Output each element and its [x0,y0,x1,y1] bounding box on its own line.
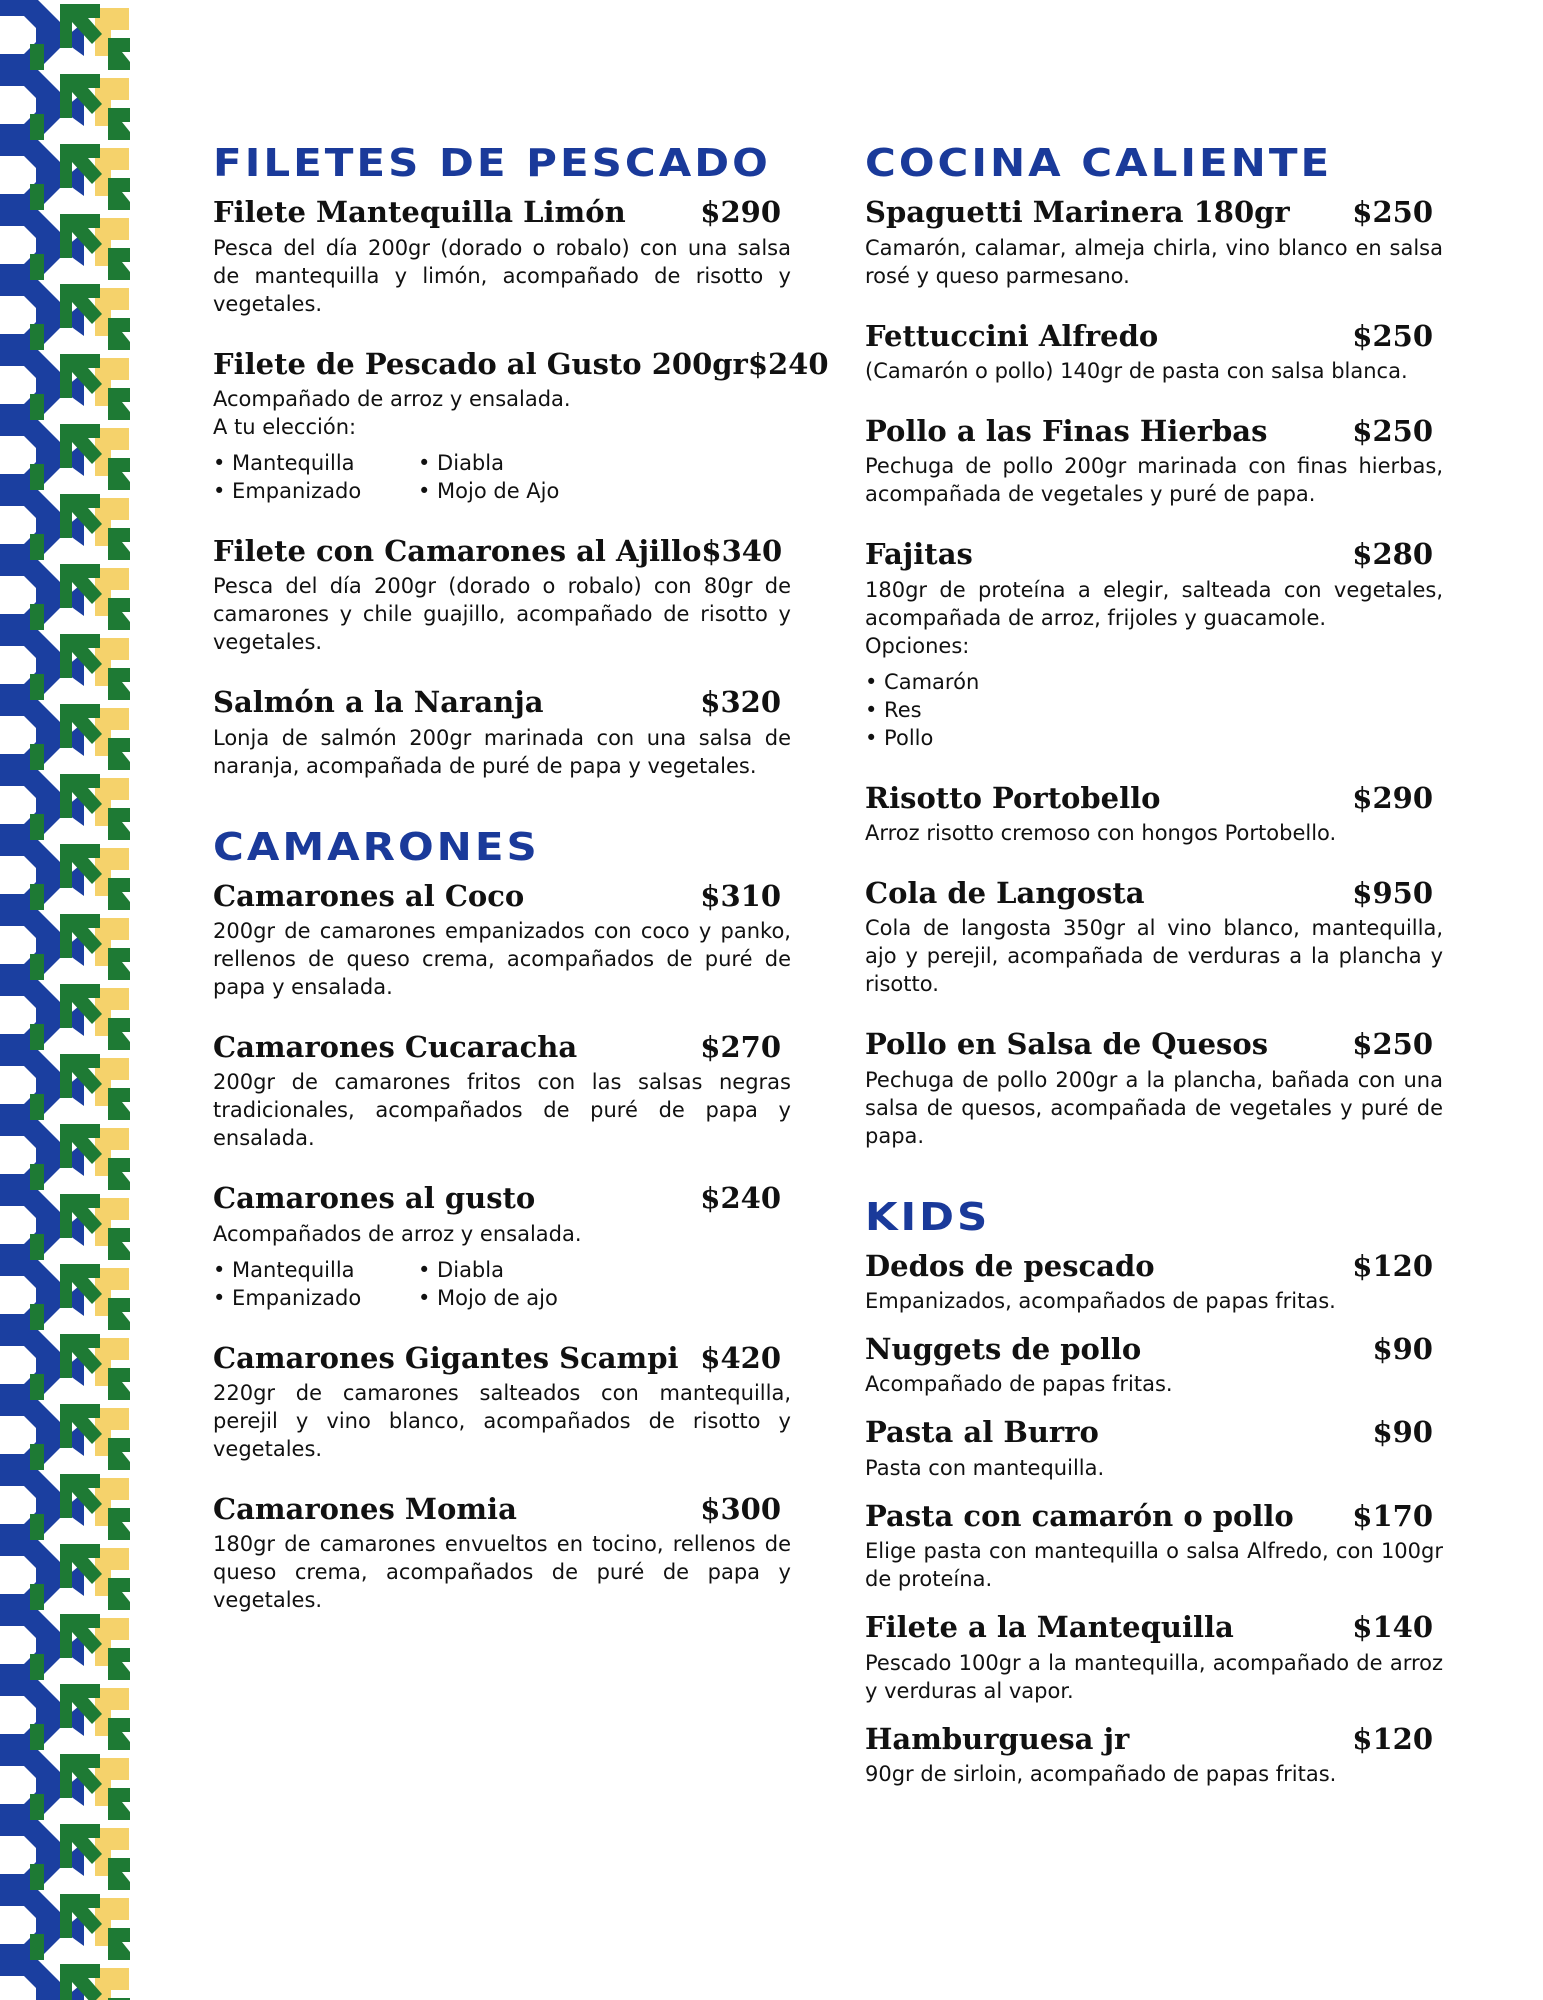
item-name: Fajitas [865,537,973,572]
menu-item [213,880,791,1001]
menu-item [865,320,1443,385]
tile-shape [30,254,44,280]
tile-shape [30,1514,44,1540]
section-title: FILETES DE PESCADO [213,140,771,186]
tile-shape [30,114,44,140]
item-note: Opciones: [865,633,970,658]
tile-shape [108,948,130,980]
item-price: $120 [1352,1248,1433,1283]
menu-item [865,538,1443,751]
item-description: 220gr de camarones salteados con mantequilla, perejil y vino blanco, acompañados de risotto y vegetales. [213,1381,791,1462]
tile-pattern-graphic [0,0,139,2000]
tile-shape [108,1438,130,1470]
tile-shape [30,1164,44,1190]
item-description: 200gr de camarones empanizados con coco y panko, rellenos de queso crema, acompañados de puré de papa y ensalada. [213,919,791,1000]
item-price: $310 [700,878,781,913]
item-description: Pesca del día 200gr (dorado o robalo) con una salsa de mantequilla y limón, acompañado de risotto y vegetales. [213,235,791,316]
tile-shape [30,464,44,490]
menu-item [865,1611,1443,1704]
tile-shape [108,1648,130,1680]
menu-item [865,1723,1443,1788]
item-description: 180gr de camarones envueltos en tocino, rellenos de queso crema, acompañados de puré de papa y vegetales. [213,1532,791,1613]
item-note: A tu elección: [213,414,357,439]
section-filetes-de-pescado [213,140,829,780]
item-name: Fettuccini Alfredo [865,318,1159,353]
options-list [213,449,791,505]
item-name: Risotto Portobello [865,780,1161,815]
tile-shape [108,1858,130,1890]
menu-item [865,1416,1443,1481]
item-price: $420 [700,1340,781,1375]
tile-shape [108,878,130,910]
item-price: $240 [700,1181,781,1216]
item-name: Camarones al Coco [213,878,525,913]
option: • Diabla [418,1257,504,1282]
option: • Camarón [865,669,980,694]
tile-shape [108,808,130,840]
item-price: $250 [1352,413,1433,448]
tile-shape [108,738,130,770]
item-name: Filete con Camarones al Ajillo [213,533,702,568]
tile-shape [108,458,130,490]
item-description: Acompañado de papas fritas. [865,1372,1173,1397]
options-list [213,1256,791,1312]
item-description: Camarón, calamar, almeja chirla, vino blanco en salsa rosé y queso parmesano. [865,235,1443,288]
item-description: Acompañado de arroz y ensalada. [213,386,571,411]
item-name: Camarones Cucaracha [213,1030,578,1065]
item-name: Filete Mantequilla Limón [213,195,626,230]
tile-shape [108,1578,130,1610]
item-price: $250 [1352,318,1433,353]
item-price: $90 [1372,1332,1433,1367]
tile-shape [30,1864,44,1890]
item-description: Pechuga de pollo 200gr a la plancha, bañada con una salsa de quesos, acompañada de vegetales y puré de papa. [865,1067,1443,1148]
tile-shape [30,1374,44,1400]
tile-shape [108,1508,130,1540]
item-name: Pollo a las Finas Hierbas [865,413,1268,448]
item-price: $950 [1352,875,1433,910]
tile-shape [30,954,44,980]
item-name: Pasta con camarón o pollo [865,1498,1294,1533]
menu-item [213,686,791,779]
section-camarones [213,824,791,1615]
item-price: $250 [1352,1027,1433,1062]
tile-shape [30,814,44,840]
item-price: $120 [1352,1721,1433,1756]
item-description: Cola de langosta 350gr al vino blanco, mantequilla, ajo y perejil, acompañada de verduras a la plancha y risotto. [865,916,1443,997]
option: • Mantequilla [213,1257,355,1282]
menu-item [865,415,1443,508]
menu-item [865,782,1443,847]
menu-item [213,1031,791,1152]
tile-shape [30,604,44,630]
tile-shape [108,598,130,630]
item-price: $300 [700,1492,781,1527]
tile-shape [30,184,44,210]
item-description: Lonja de salmón 200gr marinada con una salsa de naranja, acompañada de puré de papa y vegetales. [213,725,791,778]
tile-shape [108,318,130,350]
item-name: Salmón a la Naranja [213,685,544,720]
section-title: KIDS [865,1193,991,1239]
section-title: CAMARONES [213,823,540,869]
item-name: Dedos de pescado [865,1248,1155,1283]
item-price: $140 [1352,1610,1433,1645]
item-name: Camarones Momia [213,1492,517,1527]
section-cocina-caliente [865,140,1443,1150]
item-description: Pasta con mantequilla. [865,1455,1105,1480]
item-price: $240 [747,346,829,381]
tile-shape [108,1718,130,1750]
menu-item [865,1028,1443,1149]
menu-item [213,535,791,656]
item-name: Camarones Gigantes Scampi [213,1340,679,1375]
tile-shape [108,388,130,420]
item-description: Arroz risotto cremoso con hongos Portobello. [865,820,1337,845]
item-name: Pollo en Salsa de Quesos [865,1027,1269,1062]
item-description: 180gr de proteína a elegir, salteada con vegetales, acompañada de arroz, frijoles y guacamole. [865,577,1443,630]
item-description: Pescado 100gr a la mantequilla, acompañado de arroz y verduras al vapor. [865,1650,1443,1703]
options-list [865,668,1443,752]
menu-item [865,877,1443,998]
item-price: $170 [1352,1498,1433,1533]
item-name: Spaguetti Marinera 180gr [865,195,1290,230]
menu-item [865,1250,1443,1315]
tile-shape [108,1158,130,1190]
tile-shape [108,1788,130,1820]
item-price: $290 [1352,780,1433,815]
tile-shape [30,1654,44,1680]
item-name: Cola de Langosta [865,875,1145,910]
tile-shape [108,248,130,280]
tile-shape [108,1228,130,1260]
option: • Mantequilla [213,450,355,475]
option: • Res [865,697,922,722]
option: • Pollo [865,725,934,750]
tile-shape [30,744,44,770]
option: • Diabla [418,450,504,475]
option: • Mojo de ajo [418,1285,558,1310]
menu-item [865,1333,1443,1398]
tile-shape [30,1444,44,1470]
item-price: $250 [1352,195,1433,230]
item-price: $340 [701,533,783,568]
option: • Empanizado [213,478,362,503]
tile-shape [108,1928,130,1960]
item-name: Pasta al Burro [865,1415,1099,1450]
left-column [213,140,829,1644]
item-description: (Camarón o pollo) 140gr de pasta con salsa blanca. [865,358,1408,383]
tile-shape [30,1934,44,1960]
decorative-border [0,0,139,2000]
menu-item [213,196,791,317]
item-price: $280 [1352,537,1433,572]
section-kids [865,1194,1443,1788]
item-description: Pesca del día 200gr (dorado o robalo) con 80gr de camarones y chile guajillo, acompañado de risotto y vegetales. [213,574,791,655]
tile-shape [30,1094,44,1120]
tile-shape [30,1724,44,1750]
tile-shape [108,108,130,140]
menu-item [213,346,829,505]
tile-shape [108,1088,130,1120]
tile-shape [30,394,44,420]
tile-shape [30,1024,44,1050]
tile-shape [30,1304,44,1330]
option: • Empanizado [213,1285,362,1310]
tile-shape [108,38,130,70]
tile-shape [30,324,44,350]
item-description: Elige pasta con mantequilla o salsa Alfredo, con 100gr de proteína. [865,1539,1443,1592]
tile-shape [30,1794,44,1820]
menu-item [865,1500,1443,1593]
tile-shape [30,534,44,560]
item-name: Filete de Pescado al Gusto 200gr [213,346,748,381]
item-name: Filete a la Mantequilla [865,1610,1234,1645]
tile-shape [108,1018,130,1050]
section-title: COCINA CALIENTE [865,140,1333,186]
tile-shape [30,44,44,70]
item-description: Empanizados, acompañados de papas fritas. [865,1289,1336,1314]
item-description: Acompañados de arroz y ensalada. [213,1221,582,1246]
item-name: Hamburguesa jr [865,1721,1130,1756]
item-name: Nuggets de pollo [865,1332,1142,1367]
tile-shape [108,668,130,700]
item-name: Camarones al gusto [213,1181,536,1216]
item-description: 90gr de sirloin, acompañado de papas fritas. [865,1761,1337,1786]
tile-shape [108,1368,130,1400]
item-price: $270 [700,1030,781,1065]
menu-item [213,1493,791,1614]
item-price: $90 [1372,1415,1433,1450]
tile-shape [0,1960,60,2000]
tile-shape [108,178,130,210]
menu-item [213,1182,791,1311]
tile-shape [30,884,44,910]
right-column [865,140,1443,1806]
item-price: $320 [700,685,781,720]
item-description: Pechuga de pollo 200gr marinada con finas hierbas, acompañada de vegetales y puré de papa. [865,454,1443,507]
tile-shape [108,1298,130,1330]
tile-shape [30,674,44,700]
tile-shape [108,528,130,560]
option: • Mojo de Ajo [418,478,560,503]
tile-shape [30,1584,44,1610]
menu-item [865,196,1443,289]
menu-item [213,1342,791,1463]
item-price: $290 [700,195,781,230]
tile-shape [30,1234,44,1260]
item-description: 200gr de camarones fritos con las salsas negras tradicionales, acompañados de puré de papa y ensalada. [213,1070,791,1151]
